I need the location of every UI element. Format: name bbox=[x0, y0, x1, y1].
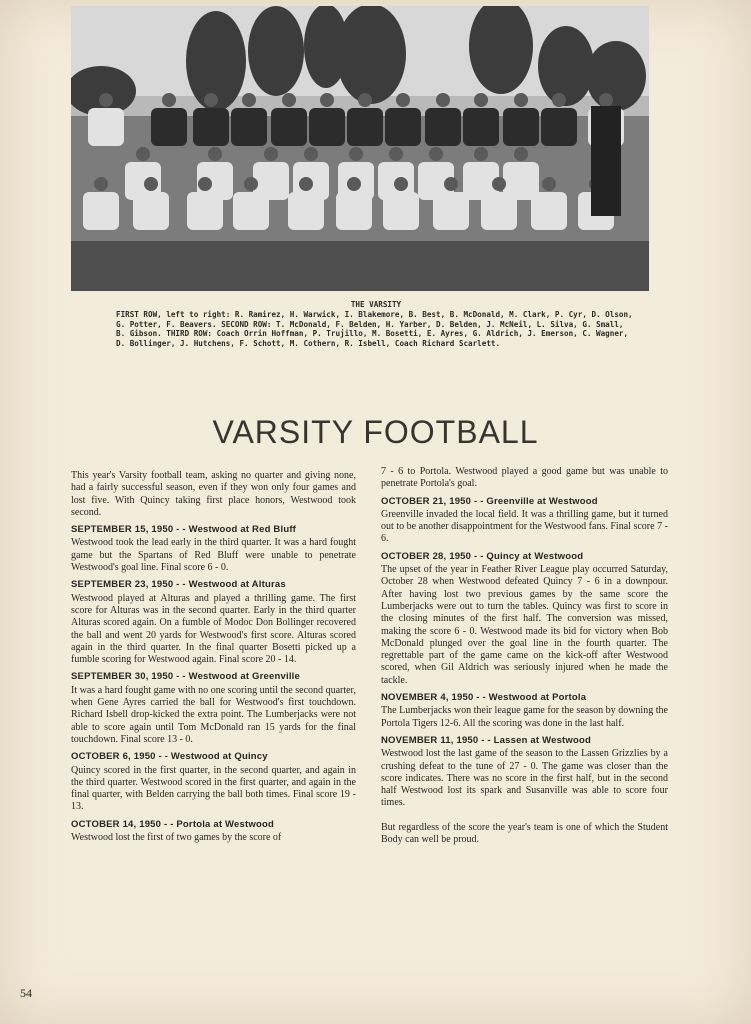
game-text: Westwood lost the last game of the season to the Lassen Grizzlies by a crushing defeat to the tune of 27 - 0. The game was closer than the score indicates. There was no score in the first half, but in the second half Westwood lost its spark and Susanville was able to score four times. bbox=[381, 748, 668, 809]
game-heading: OCTOBER 6, 1950 - - Westwood at Quincy bbox=[71, 751, 268, 763]
left-column bbox=[71, 470, 356, 844]
intro-paragraph: This year's Varsity football team, asking no quarter and giving none, had a fairly successful season, even if they won only four games and lost five. With Quincy taking first place honors, Westwood took second. bbox=[71, 470, 356, 518]
caption-title: THE VARSITY bbox=[350, 300, 402, 309]
game-heading: NOVEMBER 4, 1950 - - Westwood at Portola bbox=[381, 692, 587, 704]
game-text: Westwood lost the first of two games by the score of bbox=[71, 832, 282, 844]
game-heading: SEPTEMBER 30, 1950 - - Westwood at Greenville bbox=[71, 671, 300, 683]
game-heading: OCTOBER 21, 1950 - - Greenville at Westwood bbox=[381, 495, 598, 507]
game-heading: OCTOBER 14, 1950 - - Portola at Westwood bbox=[71, 818, 274, 830]
game-text: Greenville invaded the local field. It was a thrilling game, but it turned out to be another disappointment for the Westwood fans. Final score 7 - 6. bbox=[381, 508, 668, 545]
game-text: The Lumberjacks won their league game for the season by downing the Portola Tigers 12-6. All the scoring was done in the last half. bbox=[381, 705, 668, 729]
game-text: Quincy scored in the first quarter, in the second quarter, and again in the third quarter. Westwood scored in the first quarter, and again in the final quarter, with Belden carrying the ball both times. Final score 19 - 13. bbox=[71, 764, 356, 813]
team-photo bbox=[71, 6, 649, 291]
photo-caption bbox=[116, 300, 636, 348]
game-heading: SEPTEMBER 23, 1950 - - Westwood at Alturas bbox=[71, 579, 286, 591]
game-text: Westwood played at Alturas and played a thrilling game. The first score for Alturas was in the second quarter. Early in the third quarter Alturas scored again. On a fumble of Modoc Don Bollinger recovered the ball and went 20 yards for Westwood's first score. Alturas scored again in the third quarter. In the final quarter Bosetti picked up a fumble scoring for Westwood again. Final score 20 - 14. bbox=[71, 592, 356, 666]
game-text: It was a hard fought game with no one scoring until the second quarter, when Gene Ayres carried the ball for Westwood's first touchdown. Richard Isbell drop-kicked the extra point. The Lumberjacks were not able to score again until Tom McDonald ran 15 yards for the final touchdown. Final score 13 - 0. bbox=[71, 684, 356, 745]
game-heading: SEPTEMBER 15, 1950 - - Westwood at Red Bluff bbox=[71, 524, 297, 536]
coach-figure bbox=[591, 106, 621, 216]
continued-paragraph: 7 - 6 to Portola. Westwood played a good game but was unable to penetrate Portola's goal. bbox=[381, 466, 668, 490]
page-number: 54 bbox=[20, 986, 32, 1000]
game-text: The upset of the year in Feather River League play occurred Saturday, October 28 when Westwood defeated Quincy 7 - 6 in a downpour. After having lost two previous games by the same score the Lumberjacks were out to turn the tables. Quincy was first to score in the closing minutes of the first half. The conversion was missed, making the score 6 - 0. Westwood made its bid for victory when Bob McDonald plunged over the goal line in the fourth quarter. The regrettable part of the game came on the kick-off after Westwood scored, when Gil Aldrich was seriously injured when he made the tackle. bbox=[381, 564, 668, 686]
game-heading: OCTOBER 28, 1950 - - Quincy at Westwood bbox=[381, 550, 584, 562]
closing-paragraph: But regardless of the score the year's team is one of which the Student Body can well be proud. bbox=[381, 821, 668, 846]
game-heading: NOVEMBER 11, 1950 - - Lassen at Westwood bbox=[381, 734, 592, 746]
right-column bbox=[381, 466, 668, 846]
caption-text: FIRST ROW, left to right: R. Ramirez, H. Warwick, I. Blakemore, B. Best, B. McDonald, M. Clark, P. Cyr, D. Olson, G. Potter, F. Beavers. SECOND ROW: T. McDonald, F. Belden, H. Yarber, D. Belden, J. McNeil, L. Silva, G. Small, B. Gibson. THIRD ROW: Coach Orrin Hoffman, P. Trujillo, M. Bosetti, E. Ayres, G. Aldrich, J. Emerson, C. Wagner, D. Bollinger, J. Hutchens, F. Schott, M. Cothern, R. Isbell, Coach Richard Scarlett. bbox=[116, 310, 633, 348]
game-text: Westwood took the lead early in the third quarter. It was a hard fought game but the Spartans of Red Bluff were unable to penetrate Westwood's goal line. Final score 6 - 0. bbox=[71, 537, 356, 574]
page-title: VARSITY FOOTBALL bbox=[212, 414, 539, 450]
